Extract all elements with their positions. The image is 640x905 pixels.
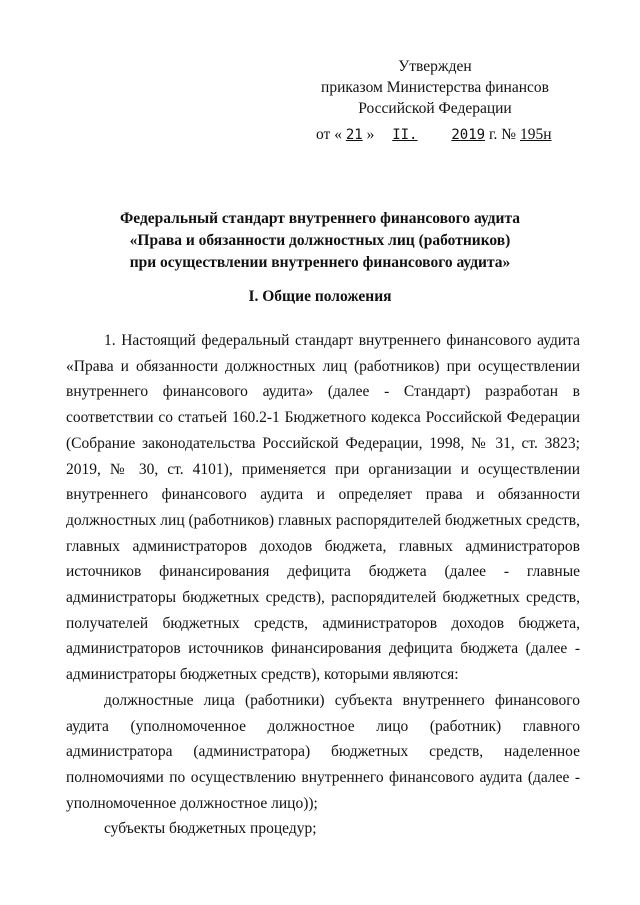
document-title (60, 208, 580, 274)
order-prefix: от « (316, 126, 342, 143)
order-month: II. (392, 127, 418, 143)
approval-line-approved: Утвержден (398, 58, 472, 75)
order-year: 2019 (451, 127, 486, 143)
title-line-3: при осуществлении внутреннего финансового аудита» (129, 254, 511, 271)
approval-line-country: Российской Федерации (358, 100, 512, 117)
approval-line-order: приказом Министерства финансов (321, 79, 549, 96)
title-line-1: Федеральный стандарт внутреннего финансового аудита (119, 210, 521, 227)
document-body (66, 328, 580, 842)
paragraph-3: субъекты бюджетных процедур; (104, 820, 317, 838)
approval-stamp (300, 56, 570, 119)
title-line-2: «Права и обязанности должностных лиц (работников) (129, 232, 511, 249)
order-g-number: г. № (488, 126, 517, 143)
paragraph-2: должностные лица (работники) субъекта внутреннего финансового аудита (уполномоченное должностное лицо (работник) главного администратора (администратора) бюджетных средств, наделенное полномочиями по осуществлению внутреннего финансового аудита (далее - уполномоченное должностное лицо)); (66, 691, 580, 812)
section-heading: I. Общие положения (248, 288, 392, 305)
order-number: 195н (519, 126, 552, 143)
order-date-number (316, 126, 552, 144)
order-quote: » (366, 126, 375, 143)
paragraph-1: 1. Настоящий федеральный стандарт внутреннего финансового аудита «Права и обязанности должностных лиц (работников) при осуществлении внутреннего финансового аудита» (далее - Стандарт) разработан в соответствии со статьей 160.2-1 Бюджетного кодекса Российской Федерации (Собрание законодательства Российской Федерации, 1998, № 31, ст. 3823; 2019, № 30, ст. 4101), применяется при организации и осуществлении внутреннего финансового аудита и определяет права и обязанности должностных лиц (работников) главных распорядителей бюджетных средств, главных администраторов доходов бюджета, главных администраторов источников финансирования дефицита бюджета (далее - главные администраторы бюджетных средств), распорядителей бюджетных средств, получателей бюджетных средств, администраторов доходов бюджета, администраторов источников финансирования дефицита бюджета (далее - администраторы бюджетных средств), которыми являются: (66, 332, 580, 684)
order-day: 21 (345, 127, 363, 143)
